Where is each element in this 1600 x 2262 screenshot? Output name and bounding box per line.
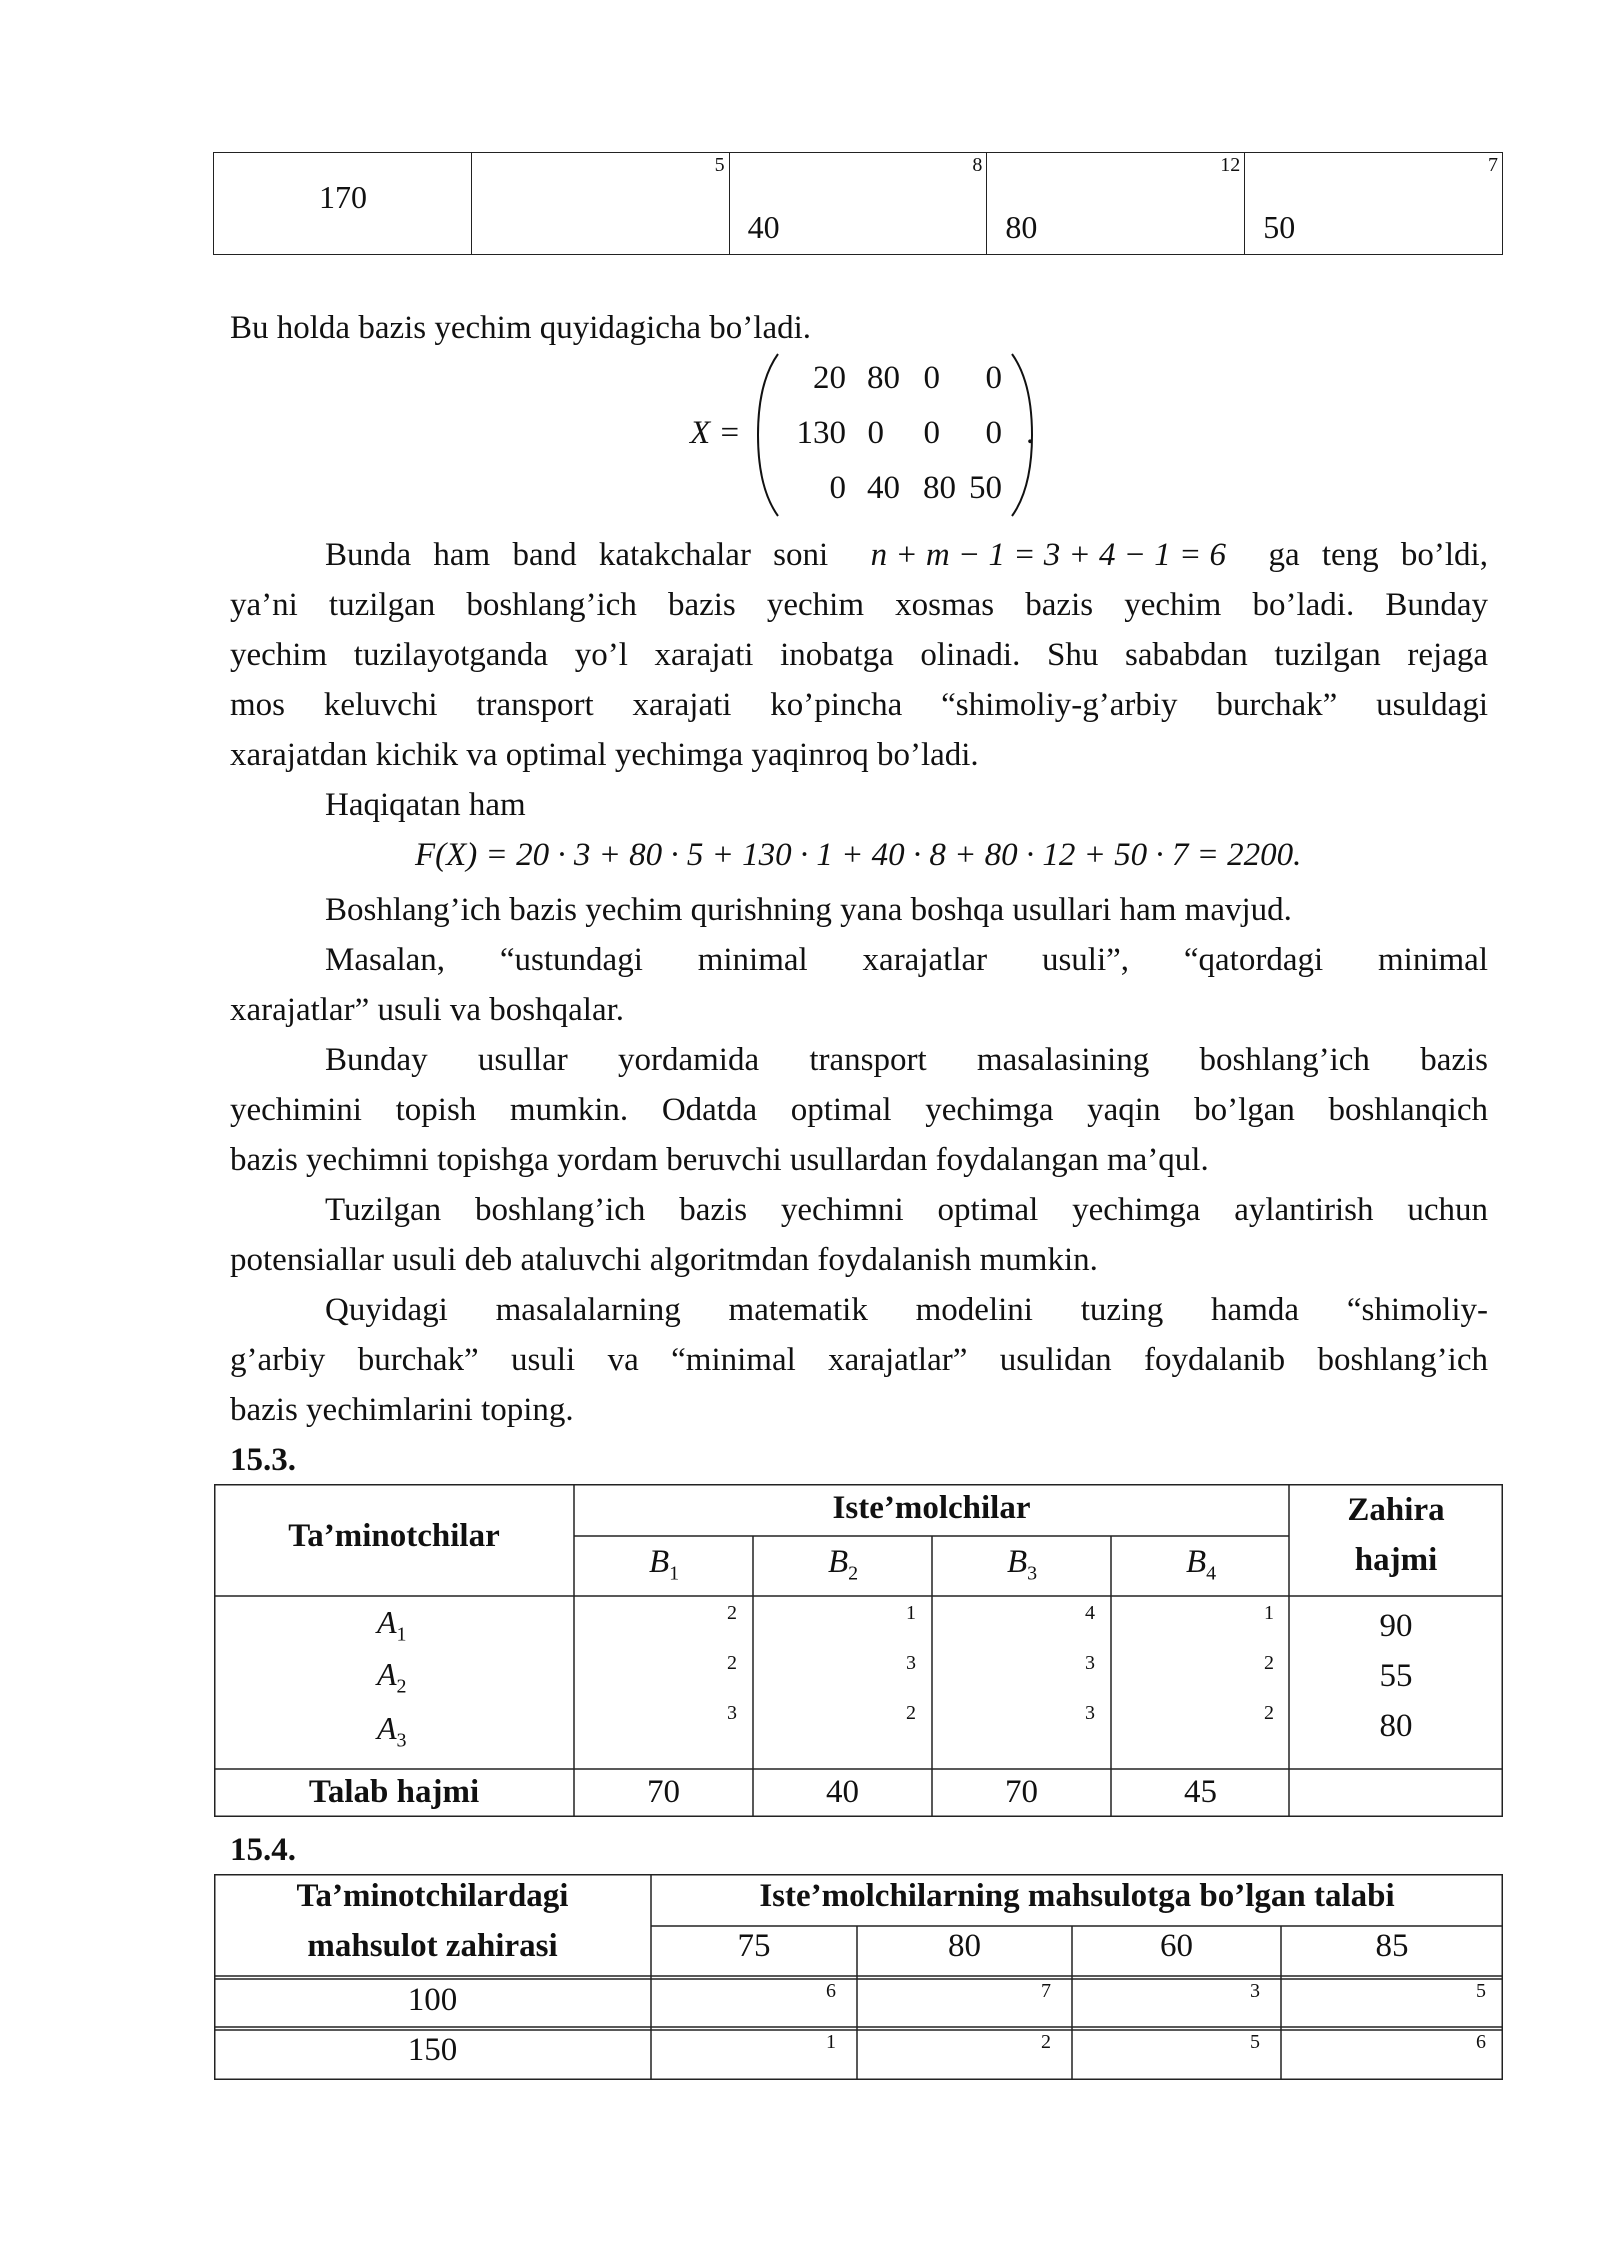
intro-line: Bu holda bazis yechim quyidagicha bo’ladi. <box>230 310 812 346</box>
consumer-base: B <box>1007 1544 1028 1580</box>
matrix-cell: 130 <box>796 415 846 451</box>
p1-formula: n + m − 1 = 3 + 4 − 1 = 6 <box>870 537 1227 573</box>
cost-value: 2 <box>1264 1652 1274 1674</box>
problem-15-3-label: 15.3. <box>230 1442 296 1478</box>
paragraph-4-line-2: xarajatlar” usuli va boshqalar. <box>230 992 625 1028</box>
stock-value: 55 <box>1379 1658 1413 1694</box>
cost-value: 8 <box>972 154 983 176</box>
cell-value: 40 <box>747 209 780 245</box>
header-stock-line-1: Zahira <box>1347 1492 1445 1528</box>
cost-value: 7 <box>1041 1980 1051 2002</box>
cost-value: 6 <box>1476 2031 1486 2053</box>
matrix-cell: 0 <box>985 415 1002 451</box>
cost-value: 1 <box>1264 1602 1274 1624</box>
supplier-base: A <box>377 1604 397 1640</box>
consumer-b3 <box>1007 1544 1037 1586</box>
top-table-left-value: 170 <box>319 179 367 215</box>
top-table-cell <box>729 153 987 255</box>
paragraph-1-line-3: yechim tuzilayotganda yo’l xarajati inobatga olinadi. Shu sababdan tuzilgan rejaga <box>230 637 1488 673</box>
consumer-base: B <box>828 1544 849 1580</box>
supplier-a1 <box>377 1604 407 1646</box>
cell-value: 80 <box>1005 209 1038 245</box>
consumer-sub: 2 <box>848 1562 859 1585</box>
cost-value: 2 <box>1041 2031 1051 2053</box>
consumer-sub: 1 <box>669 1562 680 1585</box>
consumer-base: B <box>649 1544 670 1580</box>
cost-value: 2 <box>906 1702 916 1724</box>
paragraph-7-line-3: bazis yechimlarini toping. <box>230 1392 574 1428</box>
stock-value: 100 <box>407 1982 458 2018</box>
paragraph-1-line-1 <box>325 530 1488 580</box>
p1-text-pre: Bunda ham band katakchalar soni <box>325 537 829 573</box>
cost-value: 2 <box>727 1652 737 1674</box>
problem-15-4-label: 15.4. <box>230 1832 296 1868</box>
paragraph-7-line-2: g’arbiy burchak” usuli va “minimal xarajatlar” usulidan foydalanib boshlang’ich <box>230 1342 1488 1378</box>
top-table-left-cell <box>214 153 472 255</box>
left-paren-icon <box>756 352 782 518</box>
paragraph-6-line-1: Tuzilgan boshlang’ich bazis yechimni optimal yechimga aylantirish uchun <box>325 1192 1488 1228</box>
matrix-lhs: X = <box>690 415 741 451</box>
consumer-b2 <box>828 1544 858 1586</box>
header-right: Iste’molchilarning mahsulotga bo’lgan talabi <box>759 1878 1395 1914</box>
consumer-sub: 3 <box>1027 1562 1038 1585</box>
cell-value: 50 <box>1263 209 1296 245</box>
demand-value: 70 <box>1005 1774 1038 1810</box>
matrix-trail: . <box>1026 415 1035 451</box>
demand-value: 85 <box>1375 1928 1409 1964</box>
top-table-cell <box>1245 153 1503 255</box>
cost-value: 6 <box>826 1980 836 2002</box>
cost-value: 1 <box>906 1602 916 1624</box>
matrix-cell: 0 <box>923 415 940 451</box>
matrix-cell: 50 <box>969 470 1002 506</box>
consumer-sub: 4 <box>1206 1562 1217 1585</box>
demand-value: 60 <box>1160 1928 1193 1964</box>
matrix-cell: 0 <box>867 415 884 451</box>
header-left-line-1: Ta’minotchilardagi <box>296 1878 569 1914</box>
matrix-cell: 80 <box>923 470 956 506</box>
cost-value: 3 <box>727 1702 737 1724</box>
matrix-cell: 20 <box>813 360 846 396</box>
header-suppliers: Ta’minotchilar <box>288 1518 500 1554</box>
supplier-base: A <box>377 1656 397 1692</box>
paragraph-1-line-4: mos keluvchi transport xarajati ko’pincha “shimoliy-g’arbiy burchak” usuldagi <box>230 687 1488 723</box>
stock-value: 150 <box>407 2032 458 2068</box>
paragraph-7-line-1: Quyidagi masalalarning matematik modelini tuzing hamda “shimoliy- <box>325 1292 1488 1328</box>
cost-value: 3 <box>906 1652 916 1674</box>
cost-value: 5 <box>1476 1980 1486 2002</box>
top-table-cell <box>987 153 1245 255</box>
paragraph-5-line-1: Bunday usullar yordamida transport masalasining boshlang’ich bazis <box>325 1042 1488 1078</box>
stock-value: 80 <box>1379 1708 1413 1744</box>
paragraph-4-line-1: Masalan, “ustundagi minimal xarajatlar usuli”, “qatordagi minimal <box>325 942 1488 978</box>
cost-value: 5 <box>1250 2031 1260 2053</box>
matrix-cell: 40 <box>867 470 900 506</box>
header-left-line-2: mahsulot zahirasi <box>307 1928 558 1964</box>
cost-value: 3 <box>1085 1702 1095 1724</box>
paragraph-5-line-2: yechimini topish mumkin. Odatda optimal yechimga yaqin bo’lgan boshlanqich <box>230 1092 1488 1128</box>
consumer-base: B <box>1186 1544 1207 1580</box>
supplier-a3 <box>377 1710 407 1752</box>
demand-value: 45 <box>1184 1774 1217 1810</box>
supplier-a2 <box>377 1656 407 1698</box>
cost-value: 3 <box>1085 1652 1095 1674</box>
paragraph-6-line-2: potensiallar usuli deb ataluvchi algoritmdan foydalanish mumkin. <box>230 1242 1098 1278</box>
paragraph-2: Haqiqatan ham <box>325 787 526 823</box>
header-consumers: Iste’molchilar <box>832 1490 1031 1526</box>
paragraph-1-line-5: xarajatdan kichik va optimal yechimga yaqinroq bo’ladi. <box>230 737 979 773</box>
paragraph-1-line-2: ya’ni tuzilgan boshlang’ich bazis yechim xosmas bazis yechim bo’ladi. Bunday <box>230 587 1488 623</box>
supplier-sub: 2 <box>396 1675 407 1698</box>
consumer-b4 <box>1186 1544 1216 1586</box>
top-table-fragment <box>213 152 1503 255</box>
matrix-cell: 0 <box>923 360 940 396</box>
top-table-cell <box>471 153 729 255</box>
cost-value: 2 <box>727 1602 737 1624</box>
paragraph-5-line-3: bazis yechimni topishga yordam beruvchi usullardan foydalangan ma’qul. <box>230 1142 1209 1178</box>
matrix-cell: 80 <box>867 360 900 396</box>
problem-15-3-table <box>214 1484 1503 1817</box>
cost-value: 1 <box>826 2031 836 2053</box>
cost-value: 7 <box>1488 154 1498 176</box>
demand-value: 40 <box>826 1774 859 1810</box>
cost-value: 12 <box>1220 154 1241 176</box>
supplier-base: A <box>377 1710 397 1746</box>
basis-matrix <box>690 350 1050 520</box>
demand-value: 75 <box>737 1928 771 1964</box>
header-stock-line-2: hajmi <box>1354 1542 1438 1578</box>
supplier-sub: 1 <box>396 1623 407 1646</box>
demand-label: Talab hajmi <box>308 1774 480 1810</box>
demand-value: 70 <box>647 1774 680 1810</box>
p1-text-post: ga teng bo’ldi, <box>1268 537 1488 573</box>
stock-value: 90 <box>1379 1608 1413 1644</box>
cost-formula: F(X) = 20 · 3 + 80 · 5 + 130 · 1 + 40 · 8 + 80 · 12 + 50 · 7 = 2200. <box>415 837 1302 873</box>
matrix-cell: 0 <box>829 470 846 506</box>
demand-value: 80 <box>948 1928 981 1964</box>
cost-value: 5 <box>714 154 725 176</box>
problem-15-4-table <box>214 1874 1503 2080</box>
supplier-sub: 3 <box>396 1729 407 1752</box>
matrix-cell: 0 <box>985 360 1002 396</box>
cost-value: 2 <box>1264 1702 1274 1724</box>
paragraph-3: Boshlang’ich bazis yechim qurishning yana boshqa usullari ham mavjud. <box>325 892 1292 928</box>
consumer-b1 <box>649 1544 679 1586</box>
cost-value: 4 <box>1085 1602 1095 1624</box>
cost-value: 3 <box>1250 1980 1260 2002</box>
